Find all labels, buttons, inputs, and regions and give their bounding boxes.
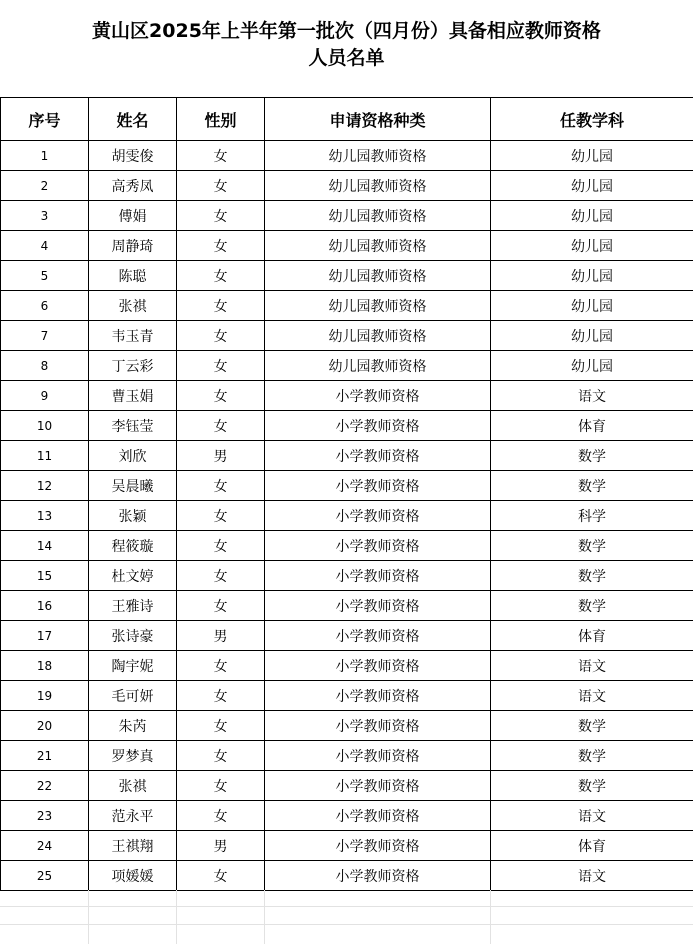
cell-subject: 数学 xyxy=(491,471,693,501)
cell-name: 高秀凤 xyxy=(89,171,177,201)
cell-qualification: 幼儿园教师资格 xyxy=(265,261,491,291)
cell-serial: 3 xyxy=(1,201,89,231)
table-row xyxy=(1,381,693,411)
cell-qualification: 小学教师资格 xyxy=(265,471,491,501)
cell-qualification: 幼儿园教师资格 xyxy=(265,231,491,261)
cell-qualification: 小学教师资格 xyxy=(265,741,491,771)
cell-subject: 语文 xyxy=(491,801,693,831)
header-subject: 任教学科 xyxy=(491,98,693,141)
table-row xyxy=(1,531,693,561)
cell-qualification: 小学教师资格 xyxy=(265,651,491,681)
cell-subject: 幼儿园 xyxy=(491,171,693,201)
cell-qualification: 小学教师资格 xyxy=(265,681,491,711)
cell-qualification: 小学教师资格 xyxy=(265,441,491,471)
cell-subject: 体育 xyxy=(491,831,693,861)
cell-serial: 12 xyxy=(1,471,89,501)
table-row xyxy=(1,171,693,201)
cell-subject: 幼儿园 xyxy=(491,201,693,231)
cell-gender: 女 xyxy=(177,861,265,891)
grid-line xyxy=(176,890,177,944)
cell-name: 韦玉青 xyxy=(89,321,177,351)
cell-qualification: 小学教师资格 xyxy=(265,771,491,801)
cell-subject: 科学 xyxy=(491,501,693,531)
grid-line xyxy=(0,924,693,925)
cell-subject: 幼儿园 xyxy=(491,291,693,321)
cell-serial: 13 xyxy=(1,501,89,531)
grid-line xyxy=(88,890,89,944)
grid-line xyxy=(264,890,265,944)
cell-name: 陶宇妮 xyxy=(89,651,177,681)
cell-qualification: 幼儿园教师资格 xyxy=(265,141,491,171)
cell-gender: 男 xyxy=(177,621,265,651)
cell-gender: 女 xyxy=(177,531,265,561)
grid-line xyxy=(0,906,693,907)
cell-name: 毛可妍 xyxy=(89,681,177,711)
cell-name: 曹玉娟 xyxy=(89,381,177,411)
table-header-row xyxy=(1,98,693,141)
cell-qualification: 幼儿园教师资格 xyxy=(265,351,491,381)
cell-qualification: 小学教师资格 xyxy=(265,531,491,561)
cell-qualification: 幼儿园教师资格 xyxy=(265,201,491,231)
cell-serial: 18 xyxy=(1,651,89,681)
cell-gender: 女 xyxy=(177,591,265,621)
cell-subject: 幼儿园 xyxy=(491,321,693,351)
cell-qualification: 小学教师资格 xyxy=(265,861,491,891)
table-row xyxy=(1,411,693,441)
cell-qualification: 幼儿园教师资格 xyxy=(265,291,491,321)
cell-serial: 19 xyxy=(1,681,89,711)
cell-name: 丁云彩 xyxy=(89,351,177,381)
cell-qualification: 小学教师资格 xyxy=(265,381,491,411)
cell-subject: 数学 xyxy=(491,771,693,801)
cell-serial: 14 xyxy=(1,531,89,561)
cell-qualification: 小学教师资格 xyxy=(265,591,491,621)
cell-gender: 女 xyxy=(177,231,265,261)
cell-gender: 女 xyxy=(177,741,265,771)
cell-serial: 7 xyxy=(1,321,89,351)
cell-subject: 体育 xyxy=(491,411,693,441)
cell-name: 项媛媛 xyxy=(89,861,177,891)
cell-name: 张诗豪 xyxy=(89,621,177,651)
table-row xyxy=(1,831,693,861)
cell-qualification: 幼儿园教师资格 xyxy=(265,321,491,351)
header-gender: 性别 xyxy=(177,98,265,141)
cell-gender: 男 xyxy=(177,441,265,471)
table-row xyxy=(1,771,693,801)
cell-name: 程筱璇 xyxy=(89,531,177,561)
table-row xyxy=(1,711,693,741)
cell-serial: 15 xyxy=(1,561,89,591)
table-row xyxy=(1,261,693,291)
cell-name: 张祺 xyxy=(89,771,177,801)
table-row xyxy=(1,291,693,321)
cell-gender: 女 xyxy=(177,321,265,351)
cell-gender: 女 xyxy=(177,381,265,411)
cell-qualification: 小学教师资格 xyxy=(265,711,491,741)
cell-name: 刘欣 xyxy=(89,441,177,471)
cell-gender: 男 xyxy=(177,831,265,861)
table-row xyxy=(1,201,693,231)
cell-serial: 25 xyxy=(1,861,89,891)
cell-subject: 数学 xyxy=(491,711,693,741)
cell-gender: 女 xyxy=(177,651,265,681)
page-title xyxy=(0,18,693,72)
cell-serial: 10 xyxy=(1,411,89,441)
title-line-1: 黄山区2025年上半年第一批次（四月份）具备相应教师资格 xyxy=(92,20,601,42)
cell-qualification: 小学教师资格 xyxy=(265,831,491,861)
cell-serial: 5 xyxy=(1,261,89,291)
cell-name: 朱芮 xyxy=(89,711,177,741)
table-row xyxy=(1,861,693,891)
cell-gender: 女 xyxy=(177,171,265,201)
cell-serial: 17 xyxy=(1,621,89,651)
cell-name: 胡雯俊 xyxy=(89,141,177,171)
cell-serial: 21 xyxy=(1,741,89,771)
table-row xyxy=(1,321,693,351)
cell-subject: 幼儿园 xyxy=(491,141,693,171)
cell-serial: 24 xyxy=(1,831,89,861)
cell-gender: 女 xyxy=(177,261,265,291)
table-row xyxy=(1,441,693,471)
cell-gender: 女 xyxy=(177,561,265,591)
cell-serial: 22 xyxy=(1,771,89,801)
table-body xyxy=(1,141,693,891)
empty-grid-area xyxy=(0,890,693,944)
cell-subject: 语文 xyxy=(491,651,693,681)
cell-subject: 语文 xyxy=(491,381,693,411)
cell-gender: 女 xyxy=(177,471,265,501)
cell-name: 张颖 xyxy=(89,501,177,531)
cell-subject: 幼儿园 xyxy=(491,231,693,261)
cell-serial: 11 xyxy=(1,441,89,471)
cell-serial: 2 xyxy=(1,171,89,201)
table-row xyxy=(1,141,693,171)
cell-serial: 4 xyxy=(1,231,89,261)
cell-name: 罗梦真 xyxy=(89,741,177,771)
cell-gender: 女 xyxy=(177,501,265,531)
table-row xyxy=(1,351,693,381)
cell-qualification: 小学教师资格 xyxy=(265,411,491,441)
cell-subject: 数学 xyxy=(491,441,693,471)
table-row xyxy=(1,231,693,261)
cell-gender: 女 xyxy=(177,771,265,801)
cell-gender: 女 xyxy=(177,681,265,711)
cell-qualification: 小学教师资格 xyxy=(265,501,491,531)
cell-gender: 女 xyxy=(177,291,265,321)
cell-subject: 幼儿园 xyxy=(491,351,693,381)
cell-name: 吴晨曦 xyxy=(89,471,177,501)
table-row xyxy=(1,621,693,651)
roster-table xyxy=(0,97,693,891)
cell-subject: 数学 xyxy=(491,561,693,591)
header-qualification: 申请资格种类 xyxy=(265,98,491,141)
cell-gender: 女 xyxy=(177,711,265,741)
table-row xyxy=(1,501,693,531)
cell-subject: 数学 xyxy=(491,591,693,621)
title-line-2: 人员名单 xyxy=(308,47,385,69)
cell-serial: 8 xyxy=(1,351,89,381)
cell-gender: 女 xyxy=(177,411,265,441)
cell-serial: 16 xyxy=(1,591,89,621)
cell-name: 李钰莹 xyxy=(89,411,177,441)
cell-serial: 20 xyxy=(1,711,89,741)
cell-serial: 6 xyxy=(1,291,89,321)
cell-qualification: 小学教师资格 xyxy=(265,621,491,651)
cell-name: 傅娟 xyxy=(89,201,177,231)
cell-qualification: 小学教师资格 xyxy=(265,561,491,591)
cell-serial: 1 xyxy=(1,141,89,171)
cell-name: 杜文婷 xyxy=(89,561,177,591)
grid-line xyxy=(490,890,491,944)
cell-serial: 23 xyxy=(1,801,89,831)
table-row xyxy=(1,471,693,501)
cell-subject: 数学 xyxy=(491,531,693,561)
cell-gender: 女 xyxy=(177,351,265,381)
cell-subject: 语文 xyxy=(491,681,693,711)
cell-subject: 语文 xyxy=(491,861,693,891)
table-row xyxy=(1,651,693,681)
table-row xyxy=(1,681,693,711)
cell-name: 周静琦 xyxy=(89,231,177,261)
table-row xyxy=(1,741,693,771)
cell-name: 范永平 xyxy=(89,801,177,831)
table-row xyxy=(1,561,693,591)
header-serial: 序号 xyxy=(1,98,89,141)
cell-serial: 9 xyxy=(1,381,89,411)
cell-qualification: 小学教师资格 xyxy=(265,801,491,831)
cell-name: 张祺 xyxy=(89,291,177,321)
table-row xyxy=(1,591,693,621)
cell-name: 王雅诗 xyxy=(89,591,177,621)
cell-gender: 女 xyxy=(177,201,265,231)
cell-gender: 女 xyxy=(177,141,265,171)
cell-name: 王祺翔 xyxy=(89,831,177,861)
cell-subject: 数学 xyxy=(491,741,693,771)
cell-subject: 体育 xyxy=(491,621,693,651)
header-name: 姓名 xyxy=(89,98,177,141)
table-row xyxy=(1,801,693,831)
cell-qualification: 幼儿园教师资格 xyxy=(265,171,491,201)
cell-name: 陈聪 xyxy=(89,261,177,291)
cell-subject: 幼儿园 xyxy=(491,261,693,291)
cell-gender: 女 xyxy=(177,801,265,831)
